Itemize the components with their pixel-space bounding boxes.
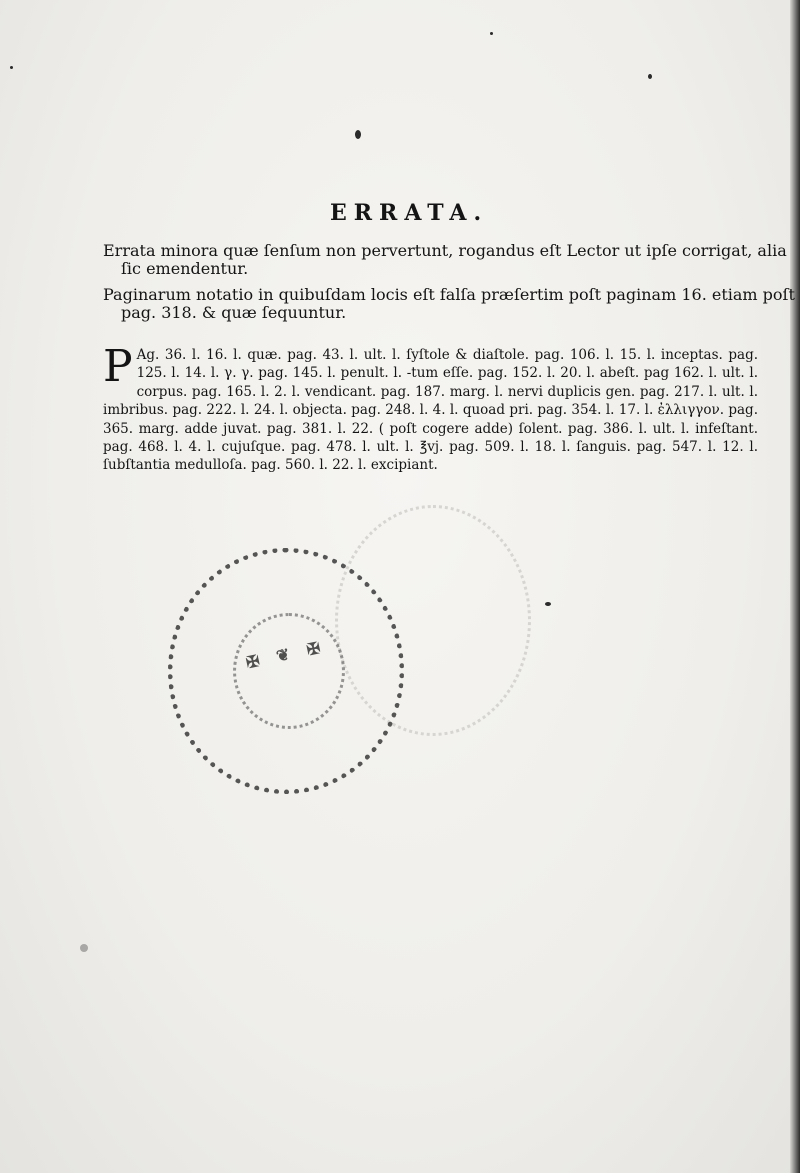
page-title: ERRATA. [330, 200, 489, 226]
stamp-emblem: ✠ ❦ ✠ [244, 636, 328, 673]
errata-entries: Ag. 36. l. 16. l. quæ. pag. 43. l. ult. l. ſyſtole & diaſtole. pag. 106. l. 15. l. inceptas. pag. 125. l. 14. l. γ. γ. pag. 145. l. penult. l. -tum eſſe. pag. 152. l. 20. l. abeſt. pag 162. l. ult. l. corpus. pag. 165. l. 2. l. vendicant. pag. 187. marg. l. nervi duplicis gen. pag. 217. l. ult. l. imbribus. pag. 222. l. 24. l. objecta. pag. 248. l. 4. l. quoad pri. pag. 354. l. 17. l. ἐλλιγγον. pag. 365. marg. adde juvat. pag. 381. l. 22. ( poſt cogere adde) ſolent. pag. 386. l. ult. l. infeſtant. pag. 468. l. 4. l. cujuſque. pag. 478. l. ult. l. ℥vj. pag. 509. l. 18. l. ſanguis. pag. 547. l. 12. l. ſubſtantia medulloſa. pag. 560. l. 22. l. excipiant. [103, 347, 758, 474]
pagination-note: Paginarum notatio in quibuſdam locis eſt falſa præſertim poſt paginam 16. etiam poſt pag. 318. & quæ ſequuntur. [103, 285, 795, 322]
ink-speck [10, 66, 13, 69]
errata-list [103, 341, 758, 475]
page-edge-shadow [790, 0, 800, 1173]
ink-speck [545, 602, 551, 606]
drop-cap: P [103, 341, 133, 392]
intro-paragraph: Errata minora quæ ſenſum non pervertunt, rogandus eſt Lector ut ipſe corrigat, alia ſic emendentur. [103, 241, 787, 278]
ink-speck [648, 74, 652, 79]
ink-speck [490, 32, 493, 35]
library-stamp [168, 548, 404, 794]
ink-speck [355, 130, 361, 139]
ink-speck [80, 944, 88, 952]
